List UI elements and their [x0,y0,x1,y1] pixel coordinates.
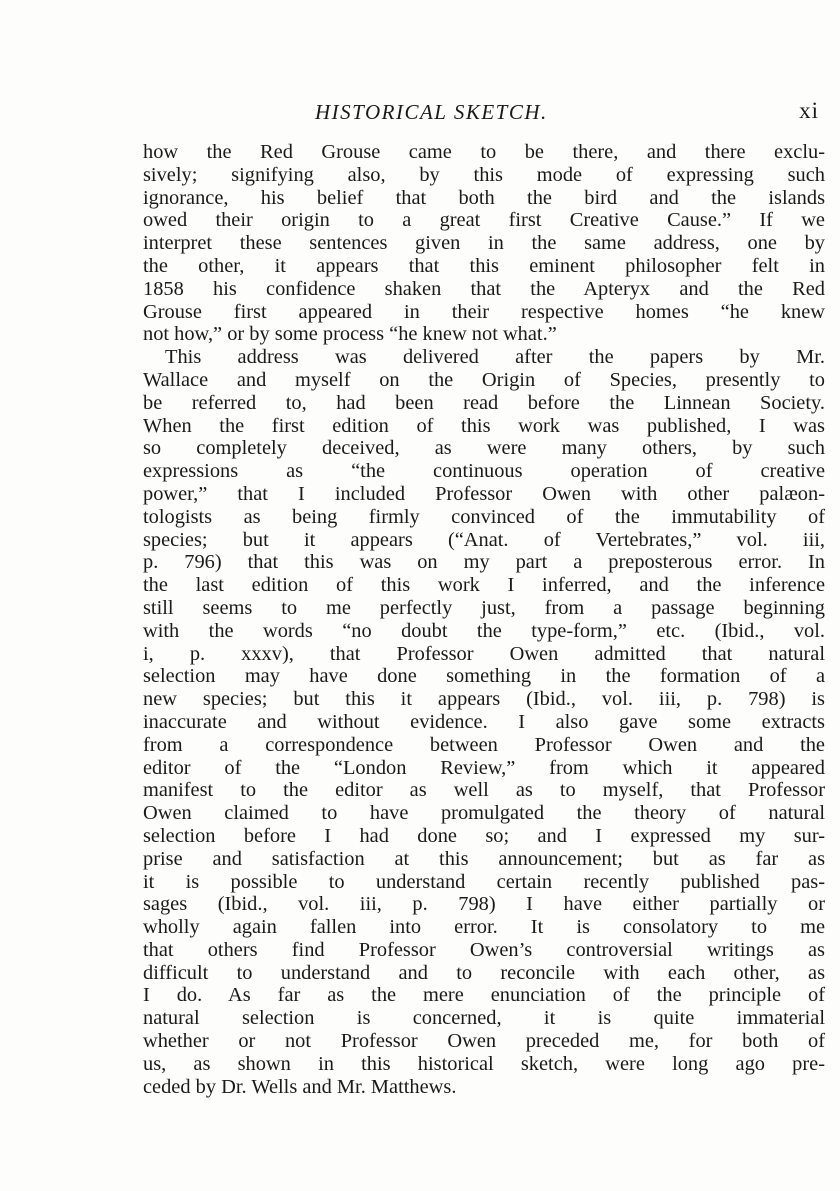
text-line: Owen claimed to have promulgated the theory of natural [143,802,825,825]
text-line: Grouse first appeared in their respective homes “he knew [143,300,825,323]
text-line: I do. As far as the mere enunciation of the principle of [143,984,825,1007]
text-line: power,” that I included Professor Owen with other palæon- [143,482,825,505]
text-line: new species; but this it appears (Ibid., vol. iii, p. 798) is [143,688,825,711]
text-line: This address was delivered after the papers by Mr. [165,346,825,369]
text-line: whether or not Professor Owen preceded me, for both of [143,1030,825,1053]
text-line: ignorance, his belief that both the bird and the islands [143,186,825,209]
text-line: sages (Ibid., vol. iii, p. 798) I have either partially or [143,893,825,916]
text-line: inaccurate and without evidence. I also gave some extracts [143,710,825,733]
text-line: tologists as being firmly convinced of the immutability of [143,505,825,528]
text-line: selection may have done something in the formation of a [143,665,825,688]
text-line: 1858 his confidence shaken that the Apteryx and the Red [143,277,825,300]
text-line: p. 796) that this was on my part a preposterous error. In [143,551,825,574]
text-line: sively; signifying also, by this mode of expressing such [143,163,825,186]
text-line: so completely deceived, as were many others, by such [143,437,825,460]
text-line: difficult to understand and to reconcile with each other, as [143,961,825,984]
text-line: natural selection is concerned, it is quite immaterial [143,1007,825,1030]
running-head [143,100,825,130]
body-text [143,141,825,1098]
text-line: be referred to, had been read before the Linnean Society. [143,391,825,414]
text-line: species; but it appears (“Anat. of Vertebrates,” vol. iii, [143,528,825,551]
text-line: that others find Professor Owen’s controversial writings as [143,938,825,961]
text-line: it is possible to understand certain recently published pas- [143,870,825,893]
text-line: When the first edition of this work was published, I was [143,414,825,437]
text-line: us, as shown in this historical sketch, were long ago pre- [143,1052,825,1075]
text-line: i, p. xxxv), that Professor Owen admitted that natural [143,642,825,665]
text-line: interpret these sentences given in the same address, one by [143,232,825,255]
text-line: editor of the “London Review,” from which it appeared [143,756,825,779]
text-line: the last edition of this work I inferred, and the inference [143,574,825,597]
text-line: the other, it appears that this eminent philosopher felt in [143,254,825,277]
text-line: Wallace and myself on the Origin of Species, presently to [143,368,825,391]
text-line: not how,” or by some process “he knew not what.” [143,323,557,346]
text-line: ceded by Dr. Wells and Mr. Matthews. [143,1075,457,1098]
text-line: expressions as “the continuous operation of creative [143,460,825,483]
text-line: how the Red Grouse came to be there, and there exclu- [143,141,825,163]
running-title: HISTORICAL SKETCH. [315,100,548,124]
text-line: with the words “no doubt the type-form,” etc. (Ibid., vol. [143,619,825,642]
text-line: selection before I had done so; and I expressed my sur- [143,824,825,847]
text-line: manifest to the editor as well as to myself, that Professor [143,779,825,802]
page-number: xi [799,98,819,123]
text-line: from a correspondence between Professor Owen and the [143,733,825,756]
text-line: wholly again fallen into error. It is consolatory to me [143,916,825,939]
text-line: owed their origin to a great first Creative Cause.” If we [143,209,825,232]
text-line: prise and satisfaction at this announcement; but as far as [143,847,825,870]
text-line: still seems to me perfectly just, from a passage beginning [143,596,825,619]
